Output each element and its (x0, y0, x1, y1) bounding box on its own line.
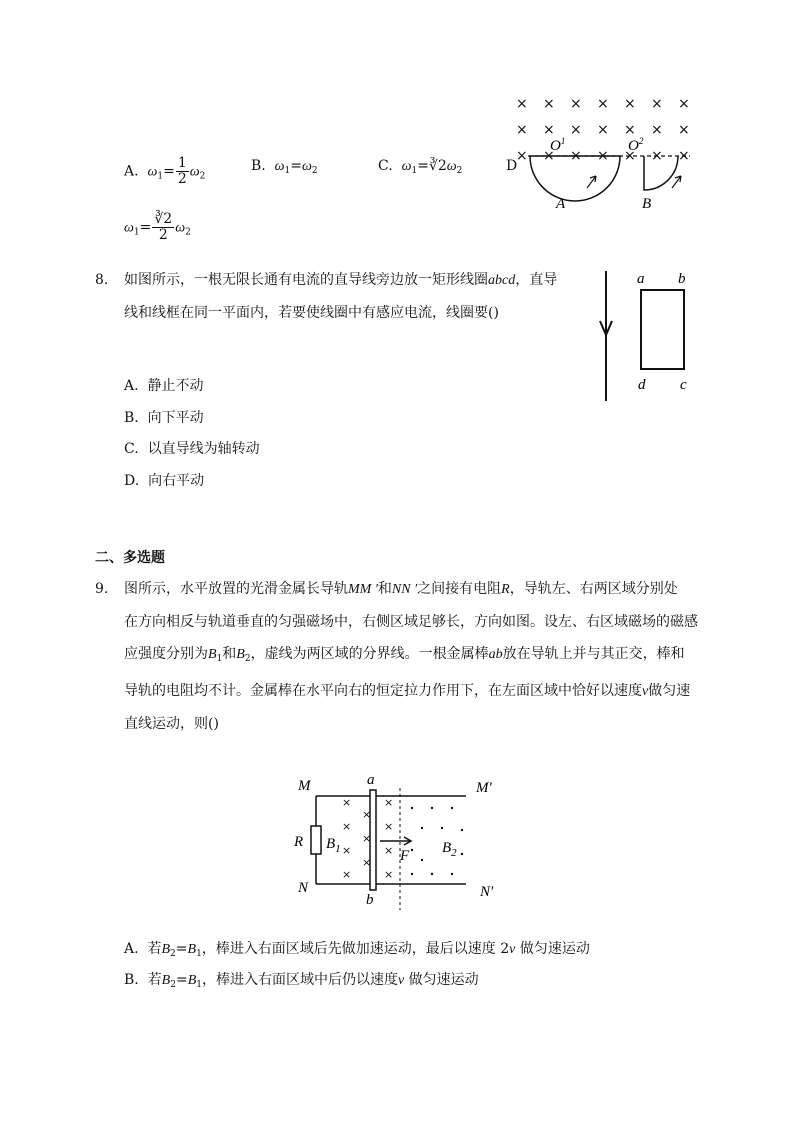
corner-c: c (680, 377, 687, 393)
field-dot-mark (411, 873, 413, 875)
field-cross-mark: × (678, 122, 690, 138)
q8-option-a: A. 静止不动 (124, 378, 204, 394)
q7-option-d-label: D (506, 158, 518, 174)
field-cross-mark: × (597, 96, 609, 112)
fraction: $\frac{1}{2}$ (177, 155, 187, 187)
field-cross-mark: × (624, 96, 636, 112)
cross-grid (516, 96, 690, 164)
field-cross-mark: × (384, 844, 394, 857)
section-title: 二、多选题 (95, 550, 165, 566)
label-b2: $B_2$ (442, 840, 457, 859)
field-cross-mark: × (516, 96, 528, 112)
label-b: B (642, 196, 652, 212)
field-dot-mark (411, 849, 413, 851)
field-cross-mark: × (543, 148, 555, 164)
field-cross-mark: × (362, 832, 372, 845)
q7-option-b: B. $\omega_1=\omega_2$ (251, 158, 318, 176)
field-dot-mark (411, 807, 413, 809)
corner-a: a (637, 271, 645, 287)
q9-option-a: A. 若$B_2=B_1$，棒进入右面区域后先做加速运动，最后以速度 2v 做匀速运动 (124, 941, 590, 959)
q9-figure (290, 770, 520, 910)
q9-option-b: B. 若$B_2=B_1$，棒进入右面区域中后仍以速度v 做匀速运动 (124, 972, 479, 990)
field-cross-mark: × (342, 868, 352, 881)
q8-option-b: B. 向下平动 (124, 409, 204, 426)
left-field-crosses (342, 796, 393, 881)
label-a: a (367, 772, 375, 788)
field-dot-mark (451, 807, 453, 809)
field-dot-mark (431, 873, 433, 875)
q8-figure (590, 265, 700, 405)
field-cross-mark: × (597, 122, 609, 138)
field-cross-mark: × (570, 122, 582, 138)
q7-option-c: C. $\omega_1=∛2\omega_2$ (378, 158, 463, 176)
label-a: A (556, 196, 566, 212)
label-m: M (298, 778, 311, 794)
field-cross-mark: × (678, 148, 690, 164)
field-cross-mark: × (570, 148, 582, 164)
field-cross-mark: × (384, 820, 394, 833)
field-cross-mark: × (543, 122, 555, 138)
label-n-prime: N′ (480, 884, 494, 900)
label-b: b (366, 892, 374, 908)
field-cross-mark: × (624, 122, 636, 138)
label-f: F (400, 848, 410, 864)
label-r: R (294, 834, 304, 850)
q8-option-c: C. 以直导线为轴转动 (124, 441, 260, 457)
field-cross-mark: × (362, 856, 372, 869)
rectangular-loop (641, 290, 684, 369)
q7-option-d: $\omega_1=$ $\frac{∛2}{2}$ $\omega_2$ (124, 211, 191, 243)
field-cross-mark: × (543, 96, 555, 112)
field-dot-mark (421, 827, 423, 829)
field-cross-mark: × (384, 868, 394, 881)
label-n: N (298, 880, 309, 896)
q8-stem: 8. 如图所示，一根无限长通有电流的直导线旁边放一矩形线圈abcd，直导 线和线框在同一平面内，若要使线圈中有感应电流，线圈要() (95, 272, 558, 321)
field-cross-mark: × (342, 820, 352, 833)
q9-stem: 9. 图所示，水平放置的光滑金属长导轨MM ′和NN ′之间接有电阻R，导轨左、右两区域分别处 在方向相反与轨道垂直的匀强磁场中，右侧区域足够长，方向如图。设左、右区域磁场的磁感 应强度分别为$B_1$和$B_2$，虚线为两区域的分界线。一根金属棒ab放在导轨上并与其正交，棒和 导轨的电阻均不计。金属棒在水平向右的恒定拉力作用下，在左面区域中恰好以速度v做匀速 直线运动，则() (95, 581, 698, 732)
field-cross-mark: × (597, 148, 609, 164)
field-cross-mark: × (678, 96, 690, 112)
field-cross-mark: × (342, 796, 352, 809)
fraction: $\frac{∛2}{2}$ (154, 211, 173, 243)
field-dot-mark (441, 827, 443, 829)
label-o2: $O^2$ (628, 136, 644, 154)
field-cross-mark: × (516, 148, 528, 164)
field-dot-mark (461, 853, 463, 855)
field-cross-mark: × (362, 808, 372, 821)
field-cross-mark: × (651, 96, 663, 112)
label-m-prime: M′ (476, 780, 492, 796)
q8-option-d: D. 向右平动 (124, 472, 205, 489)
field-cross-mark: × (516, 122, 528, 138)
field-cross-mark: × (651, 122, 663, 138)
field-cross-mark: × (570, 96, 582, 112)
field-dot-mark (451, 873, 453, 875)
q8-options (124, 376, 260, 502)
field-dot-mark (421, 859, 423, 861)
field-dot-mark (461, 829, 463, 831)
resistor (311, 826, 321, 854)
corner-d: d (638, 377, 646, 393)
right-field-dots (411, 807, 463, 875)
q7-figure (510, 90, 700, 215)
field-cross-mark: × (384, 796, 394, 809)
label-o1: $O^1$ (550, 136, 566, 154)
corner-b: b (678, 271, 686, 287)
q7-option-a: A. $\omega_1=$ $\frac{1}{2}$ $\omega_2$ (124, 155, 206, 187)
field-dot-mark (431, 807, 433, 809)
field-cross-mark: × (342, 844, 352, 857)
field-cross-mark: × (651, 148, 663, 164)
field-cross-mark: × (624, 148, 636, 164)
label-b1: $B_1$ (326, 836, 341, 855)
